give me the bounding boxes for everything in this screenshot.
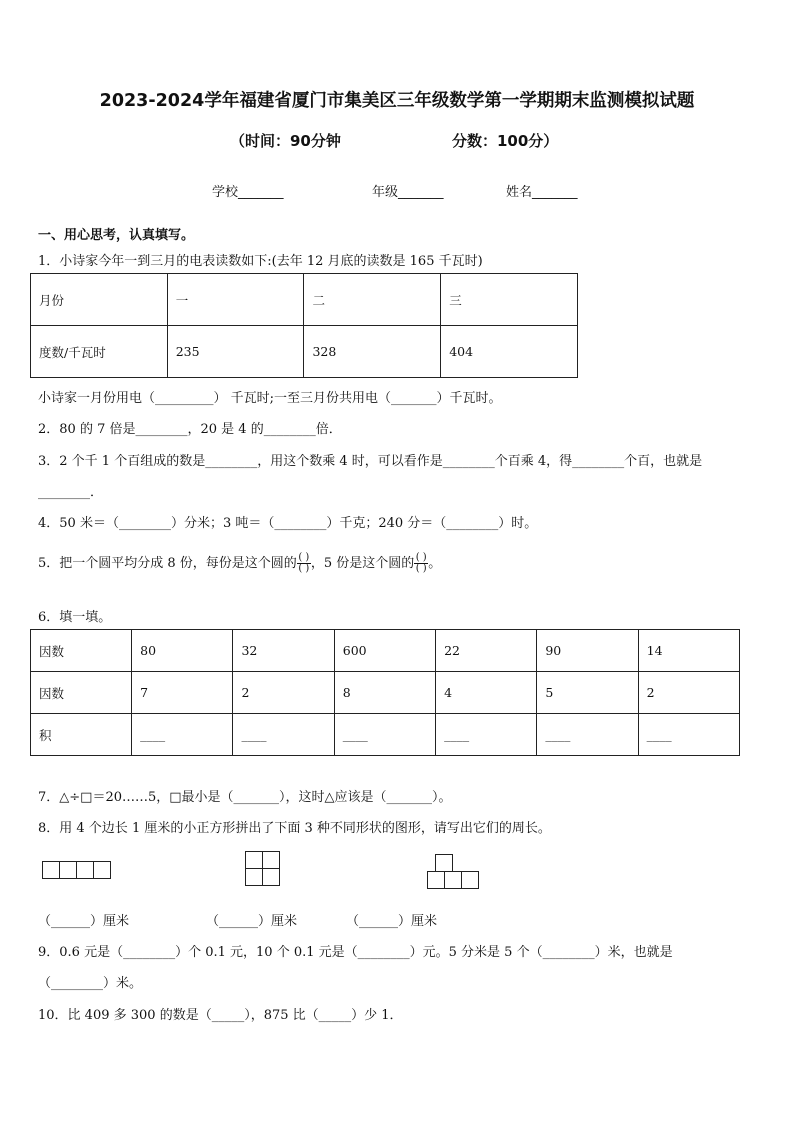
exam-score: 分数：100分）: [452, 132, 559, 150]
table-cell: 328: [304, 326, 441, 378]
table-cell: 因数: [31, 630, 132, 672]
unit-square: [427, 871, 445, 889]
table-cell: ____: [537, 714, 638, 756]
table-cell: 90: [537, 630, 638, 672]
table-cell: 8: [334, 672, 435, 714]
unit-square: [461, 871, 479, 889]
question-9-continued: （________）米。: [38, 976, 143, 991]
unit-square: [245, 851, 263, 869]
unit-square: [262, 868, 280, 886]
page-title: 2023-2024学年福建省厦门市集美区三年级数学第一学期期末监测模拟试题: [99, 91, 695, 111]
table-cell: 14: [638, 630, 739, 672]
fraction-numerator: ( ): [298, 552, 310, 563]
unit-square: [59, 861, 77, 879]
question-5: [38, 552, 441, 574]
school-field: 学校_______: [212, 185, 284, 200]
grade-field: 年级_______: [372, 185, 444, 200]
fraction-numerator: ( ): [415, 552, 427, 563]
table-cell: 一: [167, 274, 304, 326]
exam-time: （时间：90分钟: [230, 132, 341, 150]
table-cell: 2: [233, 672, 334, 714]
perimeter-answer-3: （______）厘米: [346, 914, 438, 929]
question-4: 4．50 米＝（________）分米；3 吨＝（________）千克；240 分＝（________）时。: [38, 516, 538, 531]
table-cell: 二: [304, 274, 441, 326]
question-3-continued: ________．: [38, 485, 104, 500]
question-6: 6．填一填。: [38, 610, 112, 625]
table-cell: ____: [132, 714, 233, 756]
question-8: 8．用 4 个边长 1 厘米的小正方形拼出了下面 3 种不同形状的图形，请写出它们的周长。: [38, 821, 551, 836]
table-cell: 404: [441, 326, 578, 378]
table-cell: 因数: [31, 672, 132, 714]
table-cell: 32: [233, 630, 334, 672]
table-cell: 4: [436, 672, 537, 714]
table-cell: 600: [334, 630, 435, 672]
perimeter-answer-2: （______）厘米: [206, 914, 298, 929]
table-cell: ____: [436, 714, 537, 756]
fraction-blank: [297, 553, 311, 574]
question-9: 9．0.6 元是（________）个 0.1 元，10 个 0.1 元是（________）元。5 分米是 5 个（________）米，也就是: [38, 945, 673, 960]
table-cell: 积: [31, 714, 132, 756]
unit-square: [93, 861, 111, 879]
fraction-denominator: ( ): [298, 563, 310, 574]
q5-text-2: ，5 份是这个圆的: [310, 556, 415, 571]
perimeter-answer-1: （______）厘米: [38, 914, 130, 929]
question-2: 2．80 的 7 倍是________，20 是 4 的________倍．: [38, 422, 342, 437]
electricity-table: [30, 273, 578, 378]
table-cell: ____: [233, 714, 334, 756]
unit-square: [435, 854, 453, 872]
table-cell: 235: [167, 326, 304, 378]
table-cell: 80: [132, 630, 233, 672]
table-cell: ____: [638, 714, 739, 756]
question-10: 10．比 409 多 300 的数是（_____），875 比（_____）少 1．: [38, 1008, 403, 1023]
table-cell: 三: [441, 274, 578, 326]
fraction-denominator: ( ): [415, 563, 427, 574]
table-cell: 22: [436, 630, 537, 672]
unit-square: [444, 871, 462, 889]
name-field: 姓名_______: [506, 185, 578, 200]
unit-square: [245, 868, 263, 886]
table-cell: 月份: [31, 274, 168, 326]
unit-square: [262, 851, 280, 869]
question-1: 1．小诗家今年一到三月的电表读数如下:(去年 12 月底的读数是 165 千瓦时): [38, 254, 483, 269]
question-3: 3．2 个千 1 个百组成的数是________，用这个数乘 4 时，可以看作是________个百乘 4，得________个百，也就是: [38, 454, 703, 469]
q5-text-1: 5．把一个圆平均分成 8 份，每份是这个圆的: [38, 556, 297, 571]
unit-square: [42, 861, 60, 879]
q5-end: 。: [428, 556, 442, 571]
unit-square: [76, 861, 94, 879]
table-cell: 度数/千瓦时: [31, 326, 168, 378]
table-cell: 2: [638, 672, 739, 714]
question-1-answers: 小诗家一月份用电（_________） 千瓦时;一至三月份共用电（_______）千瓦时。: [38, 391, 502, 406]
question-7: 7．△÷□＝20……5，□最小是（_______），这时△应该是（_______）。: [38, 790, 452, 805]
fraction-blank: [414, 553, 428, 574]
section-heading: 一、用心思考，认真填写。: [38, 228, 195, 243]
table-cell: 7: [132, 672, 233, 714]
table-cell: 5: [537, 672, 638, 714]
table-cell: ____: [334, 714, 435, 756]
multiplication-table: [30, 629, 740, 756]
